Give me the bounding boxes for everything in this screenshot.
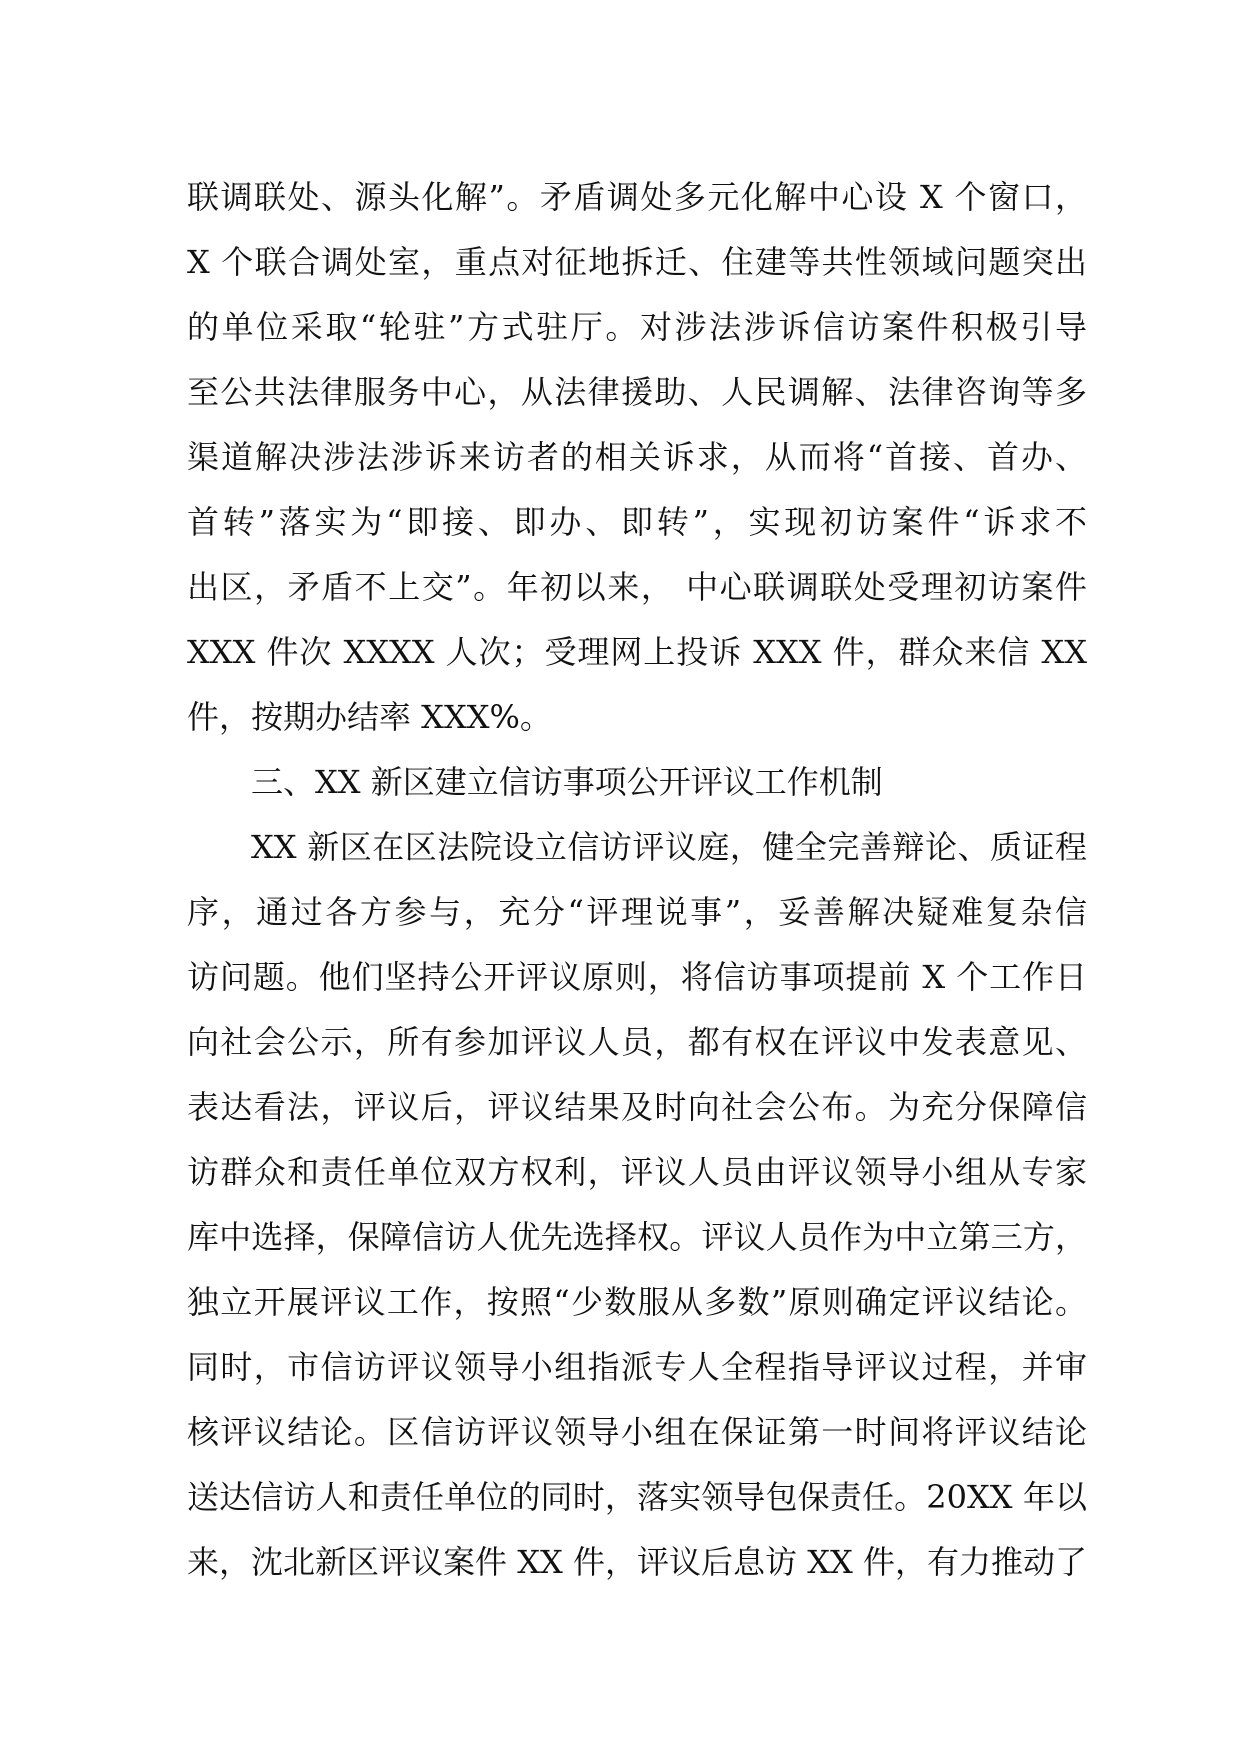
text-line: 来，沈北新区评议案件 XX 件，评议后息访 XX 件，有力推动了 [187,1543,1087,1581]
text-line: 同时，市信访评议领导小组指派专人全程指导评议过程，并审 [187,1348,1087,1386]
text-line: 出区，矛盾不上交”。年初以来， 中心联调联处受理初访案件 [187,568,1087,606]
text-line: 渠道解决涉法涉诉来访者的相关诉求，从而将“首接、首办、 [187,438,1087,476]
text-line: 的单位采取“轮驻”方式驻厅。对涉法涉诉信访案件积极引导 [187,308,1087,346]
text-line: 库中选择，保障信访人优先选择权。评议人员作为中立第三方， [187,1218,1087,1256]
text-line: 向社会公示，所有参加评议人员，都有权在评议中发表意见、 [187,1023,1087,1061]
text-line: 至公共法律服务中心，从法律援助、人民调解、法律咨询等多 [187,373,1087,411]
text-line: X 个联合调处室，重点对征地拆迁、住建等共性领域问题突出 [187,243,1087,281]
section-heading: 三、XX 新区建立信访事项公开评议工作机制 [251,763,883,801]
text-line: 核评议结论。区信访评议领导小组在保证第一时间将评议结论 [187,1413,1087,1451]
text-line: 首转”落实为“即接、即办、即转”，实现初访案件“诉求不 [187,503,1087,541]
text-line: 访群众和责任单位双方权利，评议人员由评议领导小组从专家 [187,1153,1087,1191]
text-line: 送达信访人和责任单位的同时，落实领导包保责任。20XX 年以 [187,1478,1087,1516]
text-line: 联调联处、源头化解”。矛盾调处多元化解中心设 X 个窗口， [187,178,1087,216]
text-line: 表达看法，评议后，评议结果及时向社会公布。为充分保障信 [187,1088,1087,1126]
text-line: 独立开展评议工作，按照“少数服从多数”原则确定评议结论。 [187,1283,1087,1321]
text-line: XX 新区在区法院设立信访评议庭，健全完善辩论、质证程 [251,828,1087,866]
text-line: 件，按期办结率 XXX%。 [187,698,552,736]
body-text [187,165,1087,1595]
text-line: 访问题。他们坚持公开评议原则，将信访事项提前 X 个工作日 [187,958,1087,996]
text-line: 序，通过各方参与，充分“评理说事”，妥善解决疑难复杂信 [187,893,1087,931]
text-line: XXX 件次 XXXX 人次；受理网上投诉 XXX 件，群众来信 XX [187,633,1087,671]
